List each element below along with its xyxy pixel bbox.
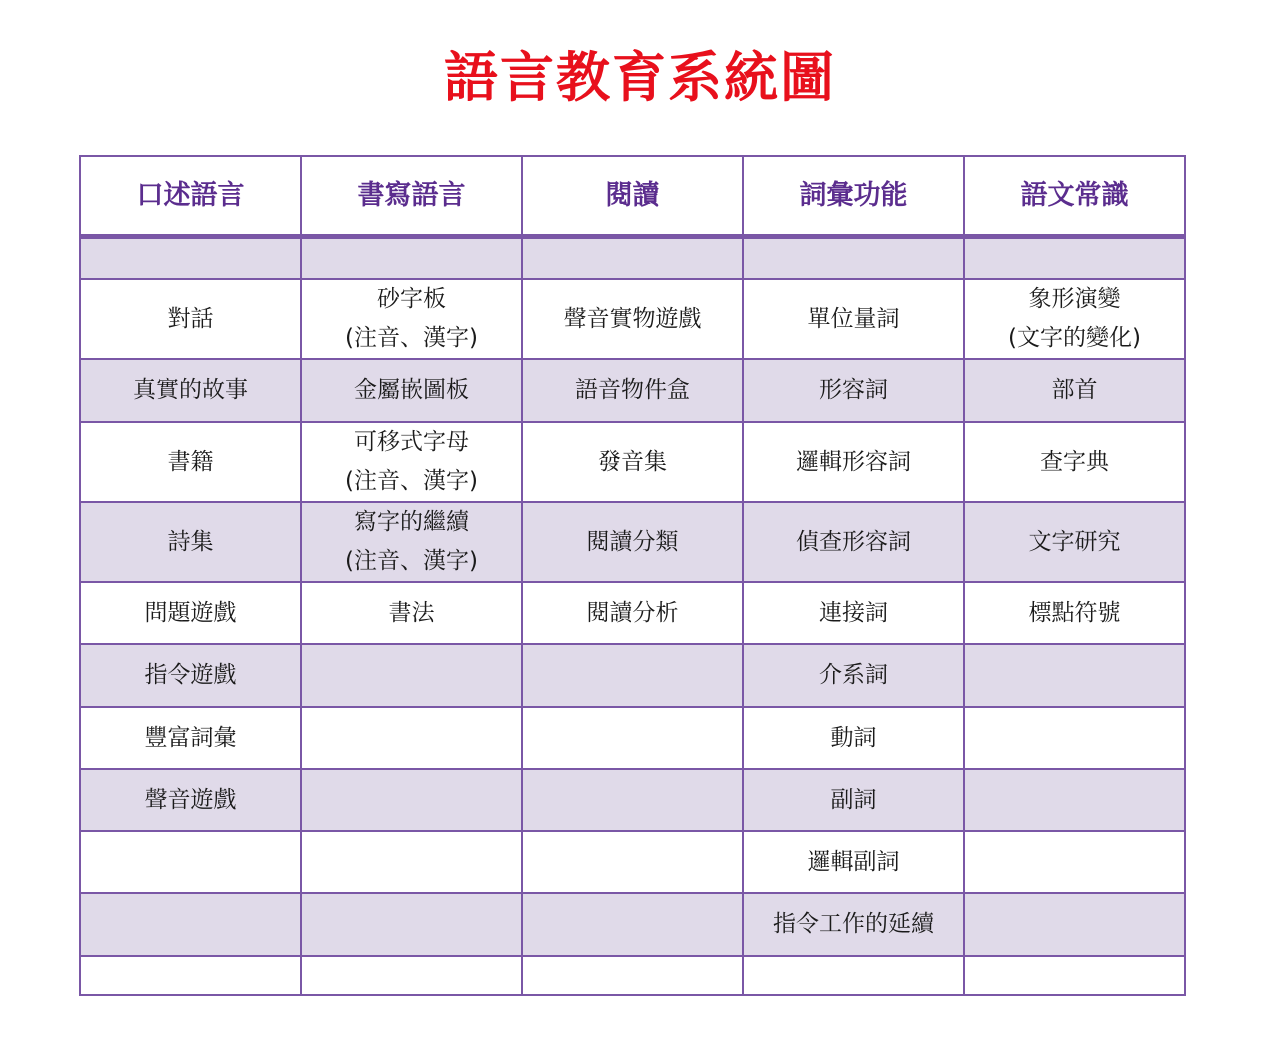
table-cell: 詩集 xyxy=(80,502,301,582)
table-cell: 指令遊戲 xyxy=(80,644,301,707)
table-cell xyxy=(522,707,743,769)
table-cell: 對話 xyxy=(80,279,301,359)
table-cell: 偵查形容詞 xyxy=(743,502,964,582)
header-cell-written-language: 書寫語言 xyxy=(301,156,522,237)
table-cell: 金屬嵌圖板 xyxy=(301,359,522,422)
table-cell xyxy=(743,956,964,995)
header-row xyxy=(80,156,1185,237)
table-cell xyxy=(964,707,1185,769)
table-row xyxy=(80,582,1185,644)
table-cell: 指令工作的延續 xyxy=(743,893,964,956)
table-cell: 書法 xyxy=(301,582,522,644)
table-cell: 聲音實物遊戲 xyxy=(522,279,743,359)
table-row xyxy=(80,769,1185,831)
page-title: 語言教育系統圖 xyxy=(444,46,836,109)
table-row xyxy=(80,502,1185,582)
table-row xyxy=(80,893,1185,956)
table-cell: 閱讀分析 xyxy=(522,582,743,644)
table-cell xyxy=(964,956,1185,995)
table-cell xyxy=(743,237,964,280)
table-cell xyxy=(522,831,743,893)
table-row xyxy=(80,956,1185,995)
table-cell: 語音物件盒 xyxy=(522,359,743,422)
language-education-table xyxy=(79,155,1186,996)
table-cell xyxy=(964,237,1185,280)
table-cell: 書籍 xyxy=(80,422,301,502)
table-cell xyxy=(522,237,743,280)
table-cell xyxy=(522,644,743,707)
table-cell: 連接詞 xyxy=(743,582,964,644)
table-cell: 部首 xyxy=(964,359,1185,422)
table-cell xyxy=(522,956,743,995)
table-cell xyxy=(301,707,522,769)
table-cell: 形容詞 xyxy=(743,359,964,422)
table-cell: 動詞 xyxy=(743,707,964,769)
table-cell xyxy=(80,237,301,280)
table-cell: 真實的故事 xyxy=(80,359,301,422)
table-row xyxy=(80,644,1185,707)
table-cell xyxy=(301,831,522,893)
table-cell xyxy=(301,644,522,707)
table-row xyxy=(80,359,1185,422)
table-cell xyxy=(80,831,301,893)
header-cell-language-knowledge: 語文常識 xyxy=(964,156,1185,237)
table-row xyxy=(80,707,1185,769)
table-cell: 文字研究 xyxy=(964,502,1185,582)
table-cell xyxy=(301,237,522,280)
table-cell xyxy=(964,769,1185,831)
table-cell: 標點符號 xyxy=(964,582,1185,644)
table-cell xyxy=(964,644,1185,707)
header-cell-vocabulary-function: 詞彙功能 xyxy=(743,156,964,237)
table-cell: 豐富詞彙 xyxy=(80,707,301,769)
table-cell xyxy=(301,893,522,956)
table-cell: 問題遊戲 xyxy=(80,582,301,644)
table-cell: 發音集 xyxy=(522,422,743,502)
table-cell: 副詞 xyxy=(743,769,964,831)
table-cell: 查字典 xyxy=(964,422,1185,502)
table-cell xyxy=(80,893,301,956)
header-cell-reading: 閱讀 xyxy=(522,156,743,237)
table-row xyxy=(80,422,1185,502)
header-cell-oral-language: 口述語言 xyxy=(80,156,301,237)
table-row xyxy=(80,237,1185,280)
table-cell xyxy=(522,769,743,831)
table-cell: 象形演變 (文字的變化) xyxy=(964,279,1185,359)
table-cell: 可移式字母 (注音、漢字) xyxy=(301,422,522,502)
table-cell: 邏輯副詞 xyxy=(743,831,964,893)
table-cell: 單位量詞 xyxy=(743,279,964,359)
table-cell: 閱讀分類 xyxy=(522,502,743,582)
table-cell xyxy=(522,893,743,956)
table-cell xyxy=(301,956,522,995)
table-cell xyxy=(964,893,1185,956)
table-cell: 砂字板 (注音、漢字) xyxy=(301,279,522,359)
table-cell: 邏輯形容詞 xyxy=(743,422,964,502)
table-row xyxy=(80,831,1185,893)
table-cell xyxy=(964,831,1185,893)
table-cell xyxy=(301,769,522,831)
table-cell: 聲音遊戲 xyxy=(80,769,301,831)
table-row xyxy=(80,279,1185,359)
table-cell: 寫字的繼續 (注音、漢字) xyxy=(301,502,522,582)
table-cell: 介系詞 xyxy=(743,644,964,707)
table-cell xyxy=(80,956,301,995)
